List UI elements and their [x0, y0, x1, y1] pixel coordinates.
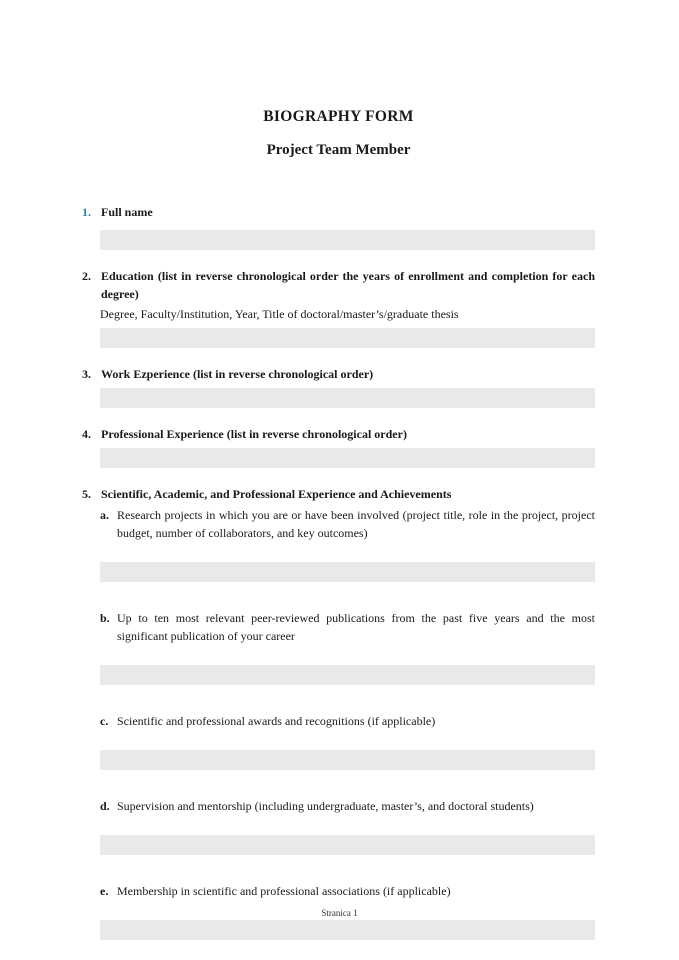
- subitem-text: Up to ten most relevant peer-reviewed publications from the past five years and the most significant publication of your career: [117, 611, 595, 643]
- item-label: Full name: [101, 205, 153, 219]
- form-item-achievements: [82, 485, 595, 940]
- item-label: Scientific, Academic, and Professional Experience and Achievements: [101, 487, 452, 501]
- research-projects-field[interactable]: [100, 562, 595, 582]
- full-name-field[interactable]: [100, 230, 595, 250]
- subitem-letter: d.: [100, 799, 110, 813]
- item-number: 3.: [82, 367, 91, 381]
- subitem-letter: b.: [100, 611, 110, 625]
- subitem-text: Supervision and mentorship (including undergraduate, master’s, and doctoral students): [117, 799, 534, 813]
- subitem-letter: a.: [100, 508, 109, 522]
- memberships-field[interactable]: [100, 920, 595, 940]
- item-number: 5.: [82, 487, 91, 501]
- subitem-publications: [100, 609, 595, 685]
- subitem-mentorship: [100, 797, 595, 855]
- item-number: 2.: [82, 269, 91, 283]
- form-items: [82, 203, 595, 940]
- form-title: BIOGRAPHY FORM: [263, 108, 414, 125]
- work-experience-field[interactable]: [100, 388, 595, 408]
- mentorship-field[interactable]: [100, 835, 595, 855]
- awards-field[interactable]: [100, 750, 595, 770]
- form-item-full-name: [82, 203, 595, 250]
- item-number: 1.: [82, 205, 91, 219]
- form-item-education: [82, 267, 595, 348]
- form-item-professional-experience: [82, 425, 595, 468]
- publications-field[interactable]: [100, 665, 595, 685]
- subitem-letter: e.: [100, 884, 109, 898]
- item-label: Work Ezperience (list in reverse chronological order): [101, 367, 374, 381]
- item-number: 4.: [82, 427, 91, 441]
- subitem-text: Scientific and professional awards and recognitions (if applicable): [117, 714, 436, 728]
- professional-experience-field[interactable]: [100, 448, 595, 468]
- achievements-subitems: [100, 506, 595, 940]
- subitem-text: Membership in scientific and professional associations (if applicable): [117, 884, 451, 898]
- education-field[interactable]: [100, 328, 595, 348]
- form-subtitle: Project Team Member: [266, 142, 411, 158]
- item-label: Education (list in reverse chronological order the years of enrollment and completion for each degree): [101, 269, 595, 301]
- form-item-work-experience: [82, 365, 595, 408]
- subitem-text: Research projects in which you are or have been involved (project title, role in the project, project budget, number of collaborators, and key outcomes): [117, 508, 595, 540]
- education-hint: Degree, Faculty/Institution, Year, Title of doctoral/master’s/graduate thesis: [100, 307, 459, 321]
- subitem-letter: c.: [100, 714, 109, 728]
- subitem-research-projects: [100, 506, 595, 582]
- subitem-awards: [100, 712, 595, 770]
- page-number: Stranica 1: [321, 908, 358, 918]
- item-label: Professional Experience (list in reverse chronological order): [101, 427, 407, 441]
